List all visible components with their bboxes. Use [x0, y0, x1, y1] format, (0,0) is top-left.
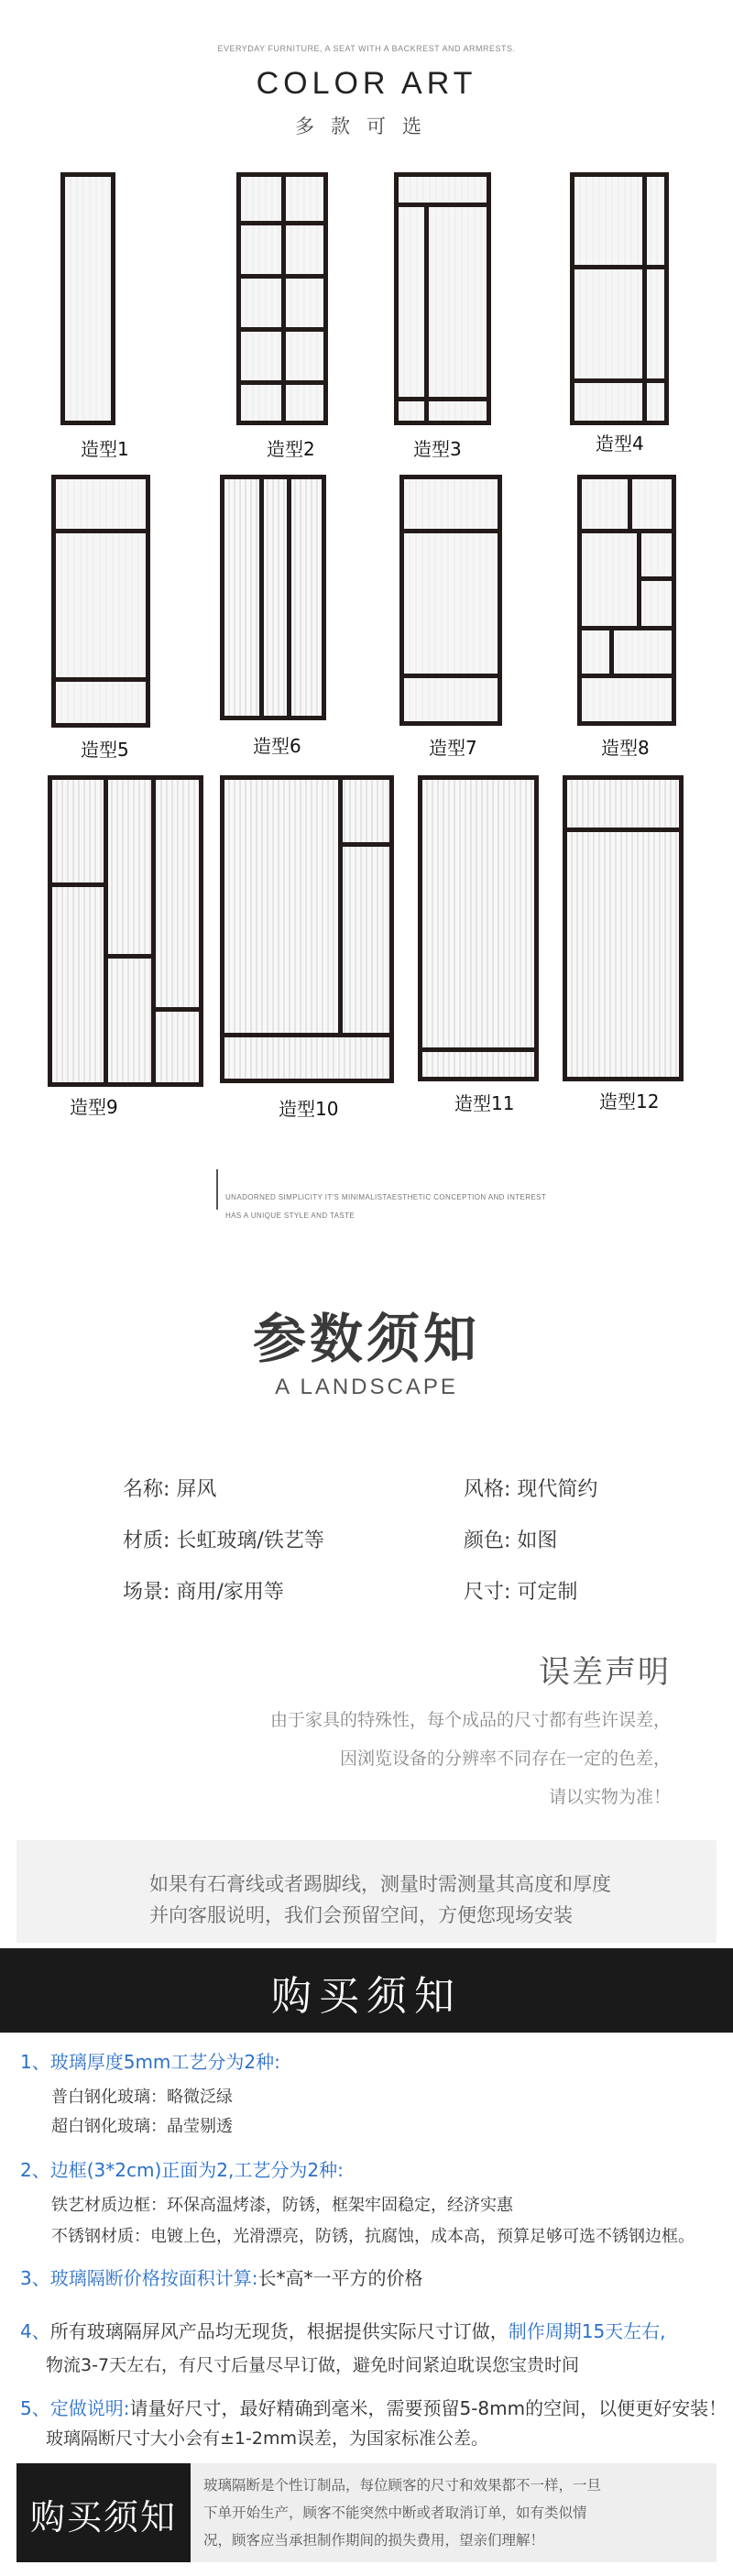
screen-design-8 — [577, 475, 676, 726]
screen-design-5 — [51, 475, 150, 728]
param-scene: 场景: 商用/家用等 — [123, 1581, 284, 1604]
params-title: 参数须知 — [252, 1308, 480, 1370]
design-label-1: 造型1 — [81, 438, 129, 460]
purchase-item-4-head: 4、 — [20, 2320, 50, 2342]
header-tagline: EVERYDAY FURNITURE, A SEAT WITH A BACKREST AND ARMRESTS. — [217, 44, 516, 53]
purchase-item-3-tail: 长*高*一平方的价格 — [257, 2267, 423, 2289]
skirting-note-line-2: 并向客服说明，我们会预留空间，方便您现场安装 — [149, 1904, 573, 1926]
screen-design-2 — [236, 172, 328, 425]
bottom-banner-title: 购买须知 — [29, 2497, 177, 2538]
bottom-banner-line-2: 下单开始生产，顾客不能突然中断或者取消订单，如有类似情 — [203, 2505, 587, 2521]
design-label-6: 造型6 — [253, 735, 301, 757]
note-line-1: UNADORNED SIMPLICITY IT'S MINIMALISTAESTHETIC CONCEPTION AND INTEREST — [225, 1193, 547, 1201]
header-title: COLOR ART — [256, 66, 477, 101]
param-color: 颜色: 如图 — [464, 1529, 558, 1552]
screen-design-7 — [399, 475, 502, 726]
purchase-item-2-line-2: 不锈钢材质：电镀上色，光滑漂亮，防锈，抗腐蚀，成本高，预算足够可选不锈钢边框。 — [51, 2227, 695, 2246]
error-notice-title: 误差声明 — [539, 1654, 671, 1691]
screen-design-4 — [570, 172, 669, 425]
design-label-4: 造型4 — [596, 433, 644, 455]
purchase-item-4-body: 所有玻璃隔屏风产品均无现货，根据提供实际尺寸订做， — [49, 2320, 509, 2342]
note-line-2: HAS A UNIQUE STYLE AND TASTE — [225, 1211, 356, 1220]
design-label-10: 造型10 — [279, 1098, 339, 1120]
purchase-item-4-highlight: 制作周期15天左右, — [508, 2320, 666, 2342]
purchase-item-1-head: 1、玻璃厚度5mm工艺分为2种: — [20, 2051, 280, 2073]
purchase-item-1-sub-2: 超白钢化玻璃：晶莹剔透 — [51, 2117, 233, 2136]
bottom-banner-line-1: 玻璃隔断是个性订制品，每位顾客的尺寸和效果都不一样，一旦 — [203, 2477, 602, 2494]
screen-design-11 — [418, 775, 539, 1081]
design-label-5: 造型5 — [81, 739, 129, 761]
purchase-item-5-head: 5、定做说明: — [20, 2397, 130, 2419]
purchase-item-5 — [20, 2394, 727, 2420]
header-subtitle: 多款可选 — [295, 115, 438, 137]
note-divider — [216, 1169, 218, 1210]
design-label-12: 造型12 — [599, 1091, 660, 1113]
purchase-item-4 — [20, 2317, 666, 2343]
error-notice-line-3: 请以实物为准！ — [548, 1787, 671, 1807]
purchase-item-2-head: 2、边框(3*2cm)正面为2,工艺分为2种: — [20, 2159, 344, 2181]
param-style: 风格: 现代简约 — [464, 1478, 598, 1501]
skirting-note-line-1: 如果有石膏线或者踢脚线，测量时需测量其高度和厚度 — [149, 1873, 611, 1895]
param-size: 尺寸: 可定制 — [464, 1581, 578, 1604]
screen-design-3 — [394, 172, 491, 425]
design-label-3: 造型3 — [413, 438, 462, 460]
design-label-8: 造型8 — [601, 737, 650, 759]
purchase-item-3-head: 3、玻璃隔断价格按面积计算: — [20, 2267, 258, 2289]
purchase-title: 购买须知 — [271, 1973, 462, 2020]
param-material: 材质: 长虹玻璃/铁艺等 — [123, 1529, 324, 1552]
purchase-item-5-line-2: 玻璃隔断尺寸大小会有±1-2mm误差，为国家标准公差。 — [46, 2428, 488, 2449]
purchase-item-4-line-2: 物流3-7天左右，有尺寸后量尽早订做，避免时间紧迫耽误您宝贵时间 — [46, 2355, 580, 2375]
design-label-2: 造型2 — [267, 438, 315, 460]
error-notice-line-2: 因浏览设备的分辨率不同存在一定的色差， — [339, 1748, 671, 1769]
params-subtitle: A LANDSCAPE — [275, 1375, 458, 1399]
design-label-11: 造型11 — [454, 1092, 515, 1114]
screen-design-10 — [220, 775, 394, 1083]
param-name: 名称: 屏风 — [123, 1478, 217, 1501]
bottom-banner-line-3: 况，顾客应当承担制作期间的损失费用，望亲们理解！ — [203, 2532, 545, 2549]
design-label-7: 造型7 — [429, 737, 477, 759]
design-label-9: 造型9 — [70, 1096, 118, 1118]
purchase-item-2-line-1: 铁艺材质边框：环保高温烤漆，防锈，框架牢固稳定，经济实惠 — [51, 2196, 513, 2215]
purchase-item-3 — [20, 2264, 422, 2290]
screen-design-9 — [48, 775, 203, 1087]
screen-design-6 — [220, 475, 326, 720]
purchase-item-5-body: 请量好尺寸，最好精确到毫米，需要预留5-8mm的空间，以便更好安装！ — [129, 2397, 728, 2419]
screen-design-1 — [60, 172, 115, 425]
screen-design-12 — [563, 775, 684, 1081]
error-notice-line-1: 由于家具的特殊性，每个成品的尺寸都有些许误差， — [269, 1710, 671, 1730]
purchase-item-1-sub-1: 普白钢化玻璃：略微泛绿 — [51, 2088, 233, 2107]
